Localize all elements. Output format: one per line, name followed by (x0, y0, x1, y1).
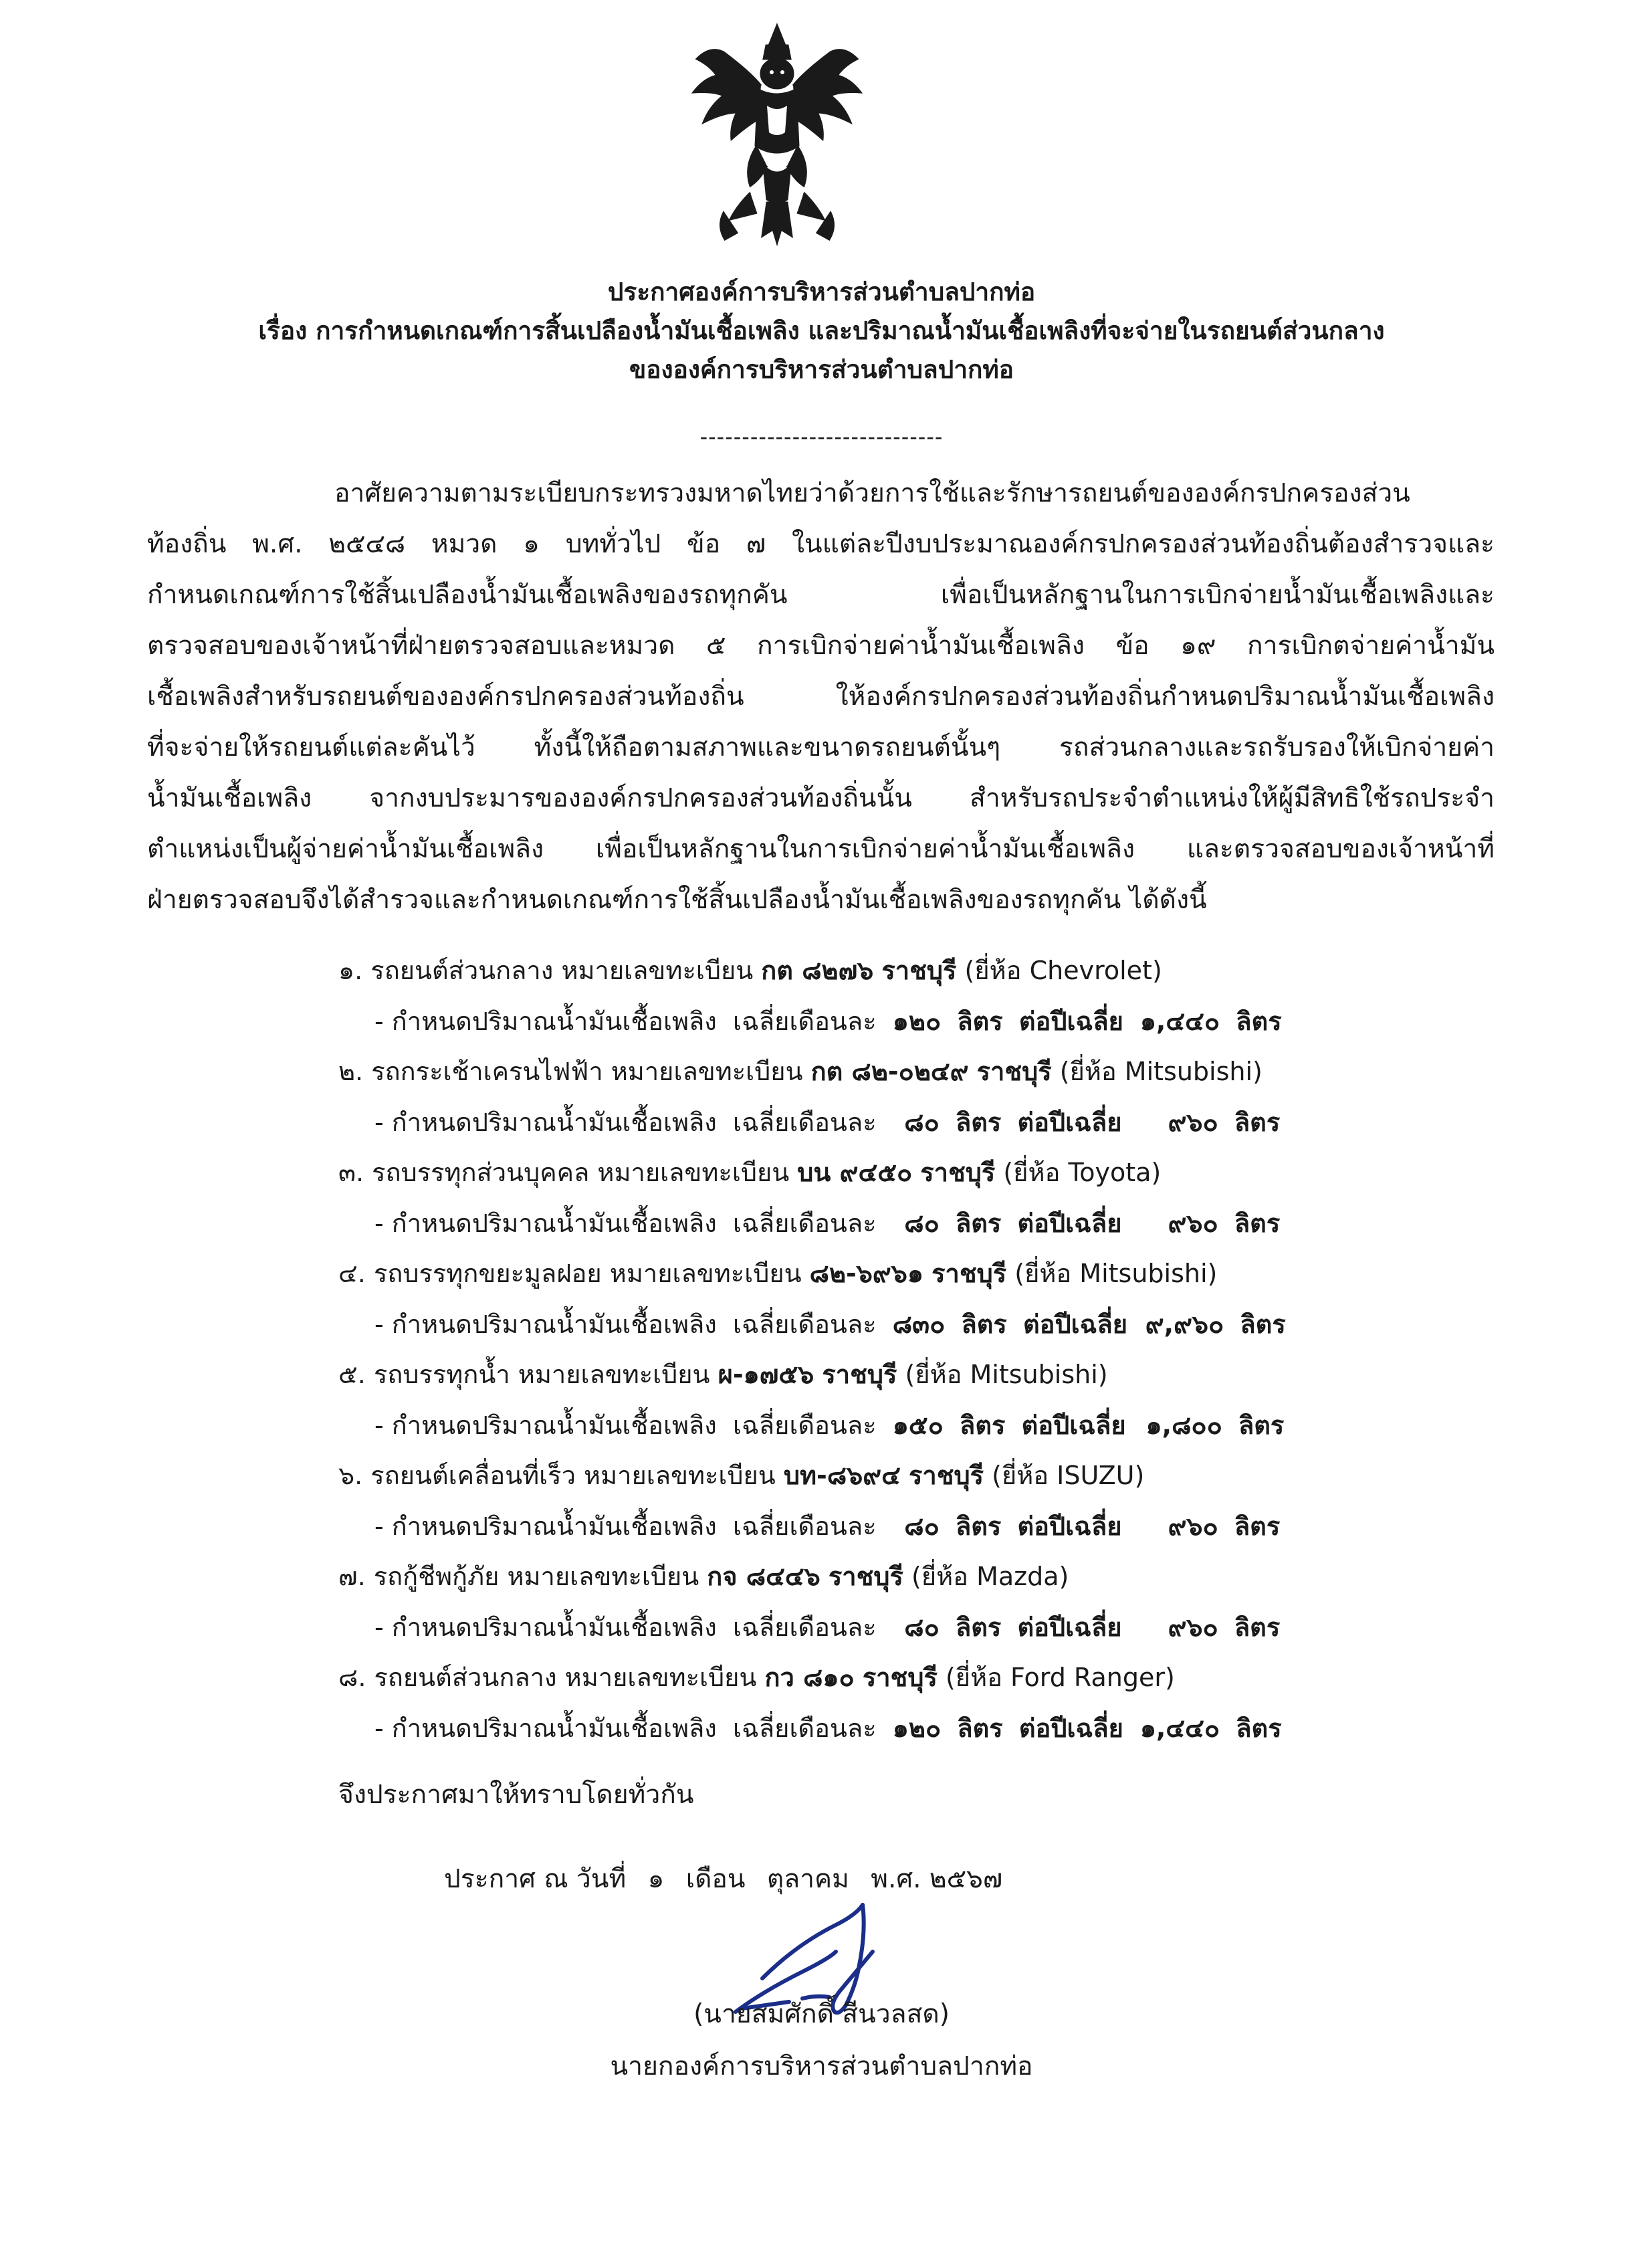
vehicle-heading-line (338, 1148, 1475, 1199)
vehicle-brand: (ยี่ห้อ Chevrolet) (964, 956, 1162, 985)
vehicle-brand: (ยี่ห้อ Mitsubishi) (905, 1360, 1108, 1389)
liter-unit: ลิตร (955, 1612, 1002, 1642)
title-divider: ----------------------------- (699, 424, 944, 449)
fuel-allowance-line (338, 1300, 1475, 1350)
vehicle-index: ๔. (338, 1259, 366, 1288)
liter-unit: ลิตร (1234, 1208, 1281, 1238)
vehicle-plate: ๘๒-๖๙๖๑ (809, 1259, 923, 1288)
monthly-label: เฉลี่ยเดือนละ (733, 1713, 877, 1743)
signer-title: นายกองค์การบริหารส่วนตำบลปากท่อ (610, 2051, 1033, 2081)
vehicle-brand: (ยี่ห้อ Mitsubishi) (1014, 1259, 1218, 1288)
liter-unit: ลิตร (957, 1713, 1003, 1743)
conclusion-text: จึงประกาศมาให้ทราบโดยทั่วกัน (338, 1780, 694, 1810)
vehicle-index: ๕. (338, 1360, 366, 1389)
yearly-liters: ๑,๘๐๐ (1145, 1410, 1222, 1440)
vehicle-plate: บท-๘๖๙๔ (783, 1461, 901, 1490)
fuel-allowance-line (338, 1704, 1475, 1754)
vehicle-heading-line (338, 1047, 1475, 1098)
monthly-label: เฉลี่ยเดือนละ (733, 1006, 877, 1036)
plate-label: หมายเลขทะเบียน (611, 1057, 803, 1086)
vehicle-plate: บน ๙๔๕๐ (797, 1158, 913, 1187)
body-line: กำหนดเกณฑ์การใช้สิ้นเปลืองน้ำมันเชื้อเพลิงของรถทุกคัน เพื่อเป็นหลักฐานในการเบิกจ่ายน้ำมันเชื้อเพลิงและ (147, 580, 1495, 610)
body-paragraph (147, 468, 1495, 926)
date-month: ตุลาคม (766, 1864, 849, 1894)
plate-label: หมายเลขทะเบียน (564, 1663, 757, 1692)
body-line: เชื้อเพลิงสำหรับรถยนต์ขององค์กรปกครองส่วนท้องถิ่น ให้องค์กรปกครองส่วนท้องถิ่นกำหนดปริมาณน้ำมันเชื้อเพลิง (147, 682, 1495, 712)
vehicle-item (338, 1451, 1475, 1552)
yearly-liters: ๙๖๐ (1168, 1511, 1218, 1541)
detail-prefix: - กำหนดปริมาณน้ำมันเชื้อเพลิง (374, 1107, 717, 1137)
vehicle-index: ๑. (338, 956, 363, 985)
vehicle-heading-line (338, 1350, 1475, 1401)
yearly-label: ต่อปีเฉลี่ย (1017, 1612, 1122, 1642)
body-line: ฝ่ายตรวจสอบจึงได้สำรวจและกำหนดเกณฑ์การใช้สิ้นเปลืองน้ำมันเชื้อเพลิงของรถทุกคัน ได้ดังนี้ (147, 885, 1207, 915)
fuel-allowance-line (338, 1401, 1475, 1451)
date-day: ๑ (647, 1864, 665, 1894)
vehicle-index: ๖. (338, 1461, 363, 1490)
vehicle-type: รถยนต์ส่วนกลาง (374, 1663, 557, 1692)
body-line: น้ำมันเชื้อเพลิง จากงบประมารขององค์กรปกครองส่วนท้องถิ่นนั้น สำหรับรถประจำตำแหน่งให้ผู้มีสิทธิใช้รถประจำ (147, 783, 1495, 813)
body-line: อาศัยความตามระเบียบกระทรวงมหาดไทยว่าด้วยการใช้และรักษารถยนต์ขององค์กรปกครองส่วน (334, 478, 1410, 508)
liter-unit: ลิตร (1234, 1612, 1281, 1642)
vehicle-plate: กจ ๘๔๔๖ (707, 1562, 820, 1591)
vehicle-province: ราชบุรี (976, 1057, 1052, 1086)
vehicle-plate: กต ๘๒๗๖ (761, 956, 874, 985)
vehicle-type: รถบรรทุกส่วนบุคคล (372, 1158, 590, 1187)
detail-prefix: - กำหนดปริมาณน้ำมันเชื้อเพลิง (374, 1612, 717, 1642)
announcement-heading (0, 273, 1643, 389)
signer-name: (นายสมศักดิ์ สีนวลสด) (693, 1999, 950, 2029)
fuel-allowance-line (338, 1199, 1475, 1249)
detail-prefix: - กำหนดปริมาณน้ำมันเชื้อเพลิง (374, 1713, 717, 1743)
monthly-label: เฉลี่ยเดือนละ (733, 1410, 877, 1440)
fuel-allowance-line (338, 997, 1475, 1047)
yearly-liters: ๙๖๐ (1168, 1107, 1218, 1137)
monthly-label: เฉลี่ยเดือนละ (733, 1511, 877, 1541)
vehicle-item (338, 1249, 1475, 1350)
yearly-label: ต่อปีเฉลี่ย (1017, 1208, 1122, 1238)
vehicle-index: ๘. (338, 1663, 366, 1692)
liter-unit: ลิตร (1236, 1006, 1282, 1036)
yearly-liters: ๙๖๐ (1168, 1612, 1218, 1642)
vehicle-brand: (ยี่ห้อ Ford Ranger) (945, 1663, 1175, 1692)
vehicle-item (338, 1148, 1475, 1249)
yearly-label: ต่อปีเฉลี่ย (1023, 1309, 1128, 1339)
vehicle-province: ราชบุรี (822, 1360, 897, 1389)
body-line: ตำแหน่งเป็นผู้จ่ายค่าน้ำมันเชื้อเพลิง เพื่อเป็นหลักฐานในการเบิกจ่ายค่าน้ำมันเชื้อเพลิง และตรวจสอบของเจ้าหน้าที่ (147, 834, 1495, 864)
vehicle-province: ราชบุรี (881, 956, 957, 985)
date-month-label: เดือน (685, 1864, 746, 1894)
liter-unit: ลิตร (961, 1309, 1007, 1339)
monthly-label: เฉลี่ยเดือนละ (733, 1612, 877, 1642)
yearly-liters: ๑,๔๔๐ (1139, 1006, 1220, 1036)
liter-unit: ลิตร (957, 1006, 1003, 1036)
vehicle-item (338, 1552, 1475, 1653)
vehicle-plate: ผ-๑๗๕๖ (718, 1360, 814, 1389)
yearly-liters: ๑,๔๔๐ (1139, 1713, 1220, 1743)
monthly-liters: ๘๐ (904, 1511, 940, 1541)
vehicle-brand: (ยี่ห้อ Mitsubishi) (1059, 1057, 1263, 1086)
date-year: พ.ศ. ๒๕๖๗ (871, 1864, 1003, 1894)
vehicle-province: ราชบุรี (932, 1259, 1007, 1288)
monthly-label: เฉลี่ยเดือนละ (733, 1107, 877, 1137)
yearly-liters: ๙๖๐ (1168, 1208, 1218, 1238)
yearly-label: ต่อปีเฉลี่ย (1017, 1511, 1122, 1541)
monthly-liters: ๘๐ (904, 1612, 940, 1642)
body-line: ที่จะจ่ายให้รถยนต์แต่ละคันไว้ ทั้งนี้ให้ถือตามสภาพและขนาดรถยนต์นั้นๆ รถส่วนกลางและรถรับรองให้เบิกจ่ายค่า (147, 732, 1495, 762)
vehicle-plate: กต ๘๒-๐๒๔๙ (810, 1057, 969, 1086)
liter-unit: ลิตร (955, 1208, 1002, 1238)
vehicle-heading-line (338, 1451, 1475, 1502)
detail-prefix: - กำหนดปริมาณน้ำมันเชื้อเพลิง (374, 1006, 717, 1036)
vehicle-type: รถบรรทุกขยะมูลฝอย (373, 1259, 602, 1288)
vehicle-plate: กว ๘๑๐ (764, 1663, 855, 1692)
detail-prefix: - กำหนดปริมาณน้ำมันเชื้อเพลิง (374, 1511, 717, 1541)
monthly-liters: ๘๓๐ (892, 1309, 946, 1339)
vehicle-index: ๗. (338, 1562, 366, 1591)
date-prefix: ประกาศ ณ วันที่ (444, 1864, 627, 1894)
garuda-emblem-icon (683, 12, 871, 253)
plate-label: หมายเลขทะเบียน (518, 1360, 710, 1389)
vehicle-index: ๓. (338, 1158, 364, 1187)
detail-prefix: - กำหนดปริมาณน้ำมันเชื้อเพลิง (374, 1410, 717, 1440)
vehicle-heading-line (338, 1653, 1475, 1704)
monthly-label: เฉลี่ยเดือนละ (733, 1309, 877, 1339)
vehicle-province: ราชบุรี (908, 1461, 984, 1490)
vehicle-brand: (ยี่ห้อ ISUZU) (992, 1461, 1145, 1490)
monthly-liters: ๘๐ (904, 1107, 940, 1137)
vehicle-type: รถกู้ชีพกู้ภัย (373, 1562, 500, 1591)
liter-unit: ลิตร (955, 1107, 1002, 1137)
title-line-1: ประกาศองค์การบริหารส่วนตำบลปากท่อ (607, 278, 1036, 306)
plate-label: หมายเลขทะเบียน (584, 1461, 776, 1490)
liter-unit: ลิตร (1240, 1309, 1286, 1339)
title-line-2: เรื่อง การกำหนดเกณฑ์การสิ้นเปลืองน้ำมันเชื้อเพลิง และปริมาณน้ำมันเชื้อเพลิงที่จะจ่ายในรถยนต์ส่วนกลาง (258, 316, 1385, 345)
monthly-label: เฉลี่ยเดือนละ (733, 1208, 877, 1238)
vehicle-type: รถกระเช้าเครนไฟฟ้า (371, 1057, 603, 1086)
vehicle-heading-line (338, 1249, 1475, 1300)
body-line: ตรวจสอบของเจ้าหน้าที่ฝ่ายตรวจสอบและหมวด ๕ การเบิกจ่ายค่าน้ำมันเชื้อเพลิง ข้อ ๑๙ การเบิกตจ่ายค่าน้ำมัน (147, 631, 1495, 661)
detail-prefix: - กำหนดปริมาณน้ำมันเชื้อเพลิง (374, 1208, 717, 1238)
monthly-liters: ๑๒๐ (892, 1006, 942, 1036)
liter-unit: ลิตร (1238, 1410, 1285, 1440)
fuel-allowance-line (338, 1603, 1475, 1653)
vehicle-province: ราชบุรี (920, 1158, 996, 1187)
vehicle-item (338, 1350, 1475, 1451)
vehicle-item (338, 946, 1475, 1047)
liter-unit: ลิตร (955, 1511, 1002, 1541)
title-line-3: ขององค์การบริหารส่วนตำบลปากท่อ (629, 355, 1014, 384)
vehicle-type: รถยนต์เคลื่อนที่เร็ว (370, 1461, 576, 1490)
vehicle-heading-line (338, 1552, 1475, 1603)
vehicle-heading-line (338, 946, 1475, 997)
vehicle-item (338, 1047, 1475, 1148)
plate-label: หมายเลขทะเบียน (561, 956, 754, 985)
fuel-allowance-line (338, 1502, 1475, 1552)
vehicle-brand: (ยี่ห้อ Toyota) (1003, 1158, 1162, 1187)
vehicle-province: ราชบุรี (862, 1663, 938, 1692)
liter-unit: ลิตร (1234, 1107, 1281, 1137)
monthly-liters: ๘๐ (904, 1208, 940, 1238)
yearly-label: ต่อปีเฉลี่ย (1018, 1713, 1123, 1743)
monthly-liters: ๑๕๐ (892, 1410, 944, 1440)
plate-label: หมายเลขทะเบียน (597, 1158, 790, 1187)
vehicle-province: ราชบุรี (828, 1562, 903, 1591)
vehicle-brand: (ยี่ห้อ Mazda) (911, 1562, 1069, 1591)
fuel-allowance-line (338, 1098, 1475, 1148)
monthly-liters: ๑๒๐ (892, 1713, 942, 1743)
yearly-liters: ๙,๙๖๐ (1145, 1309, 1224, 1339)
vehicle-list (338, 946, 1475, 1754)
detail-prefix: - กำหนดปริมาณน้ำมันเชื้อเพลิง (374, 1309, 717, 1339)
liter-unit: ลิตร (960, 1410, 1006, 1440)
vehicle-index: ๒. (338, 1057, 364, 1086)
vehicle-item (338, 1653, 1475, 1754)
liter-unit: ลิตร (1236, 1713, 1282, 1743)
plate-label: หมายเลขทะเบียน (507, 1562, 699, 1591)
vehicle-type: รถบรรทุกน้ำ (373, 1360, 510, 1389)
plate-label: หมายเลขทะเบียน (609, 1259, 802, 1288)
yearly-label: ต่อปีเฉลี่ย (1021, 1410, 1126, 1440)
liter-unit: ลิตร (1234, 1511, 1281, 1541)
yearly-label: ต่อปีเฉลี่ย (1018, 1006, 1123, 1036)
vehicle-type: รถยนต์ส่วนกลาง (370, 956, 554, 985)
yearly-label: ต่อปีเฉลี่ย (1017, 1107, 1122, 1137)
body-line: ท้องถิ่น พ.ศ. ๒๕๔๘ หมวด ๑ บททั่วไป ข้อ ๗ ในแต่ละปีงบประมาณองค์กรปกครองส่วนท้องถิ่นต้องสำรวจและ (147, 529, 1495, 559)
